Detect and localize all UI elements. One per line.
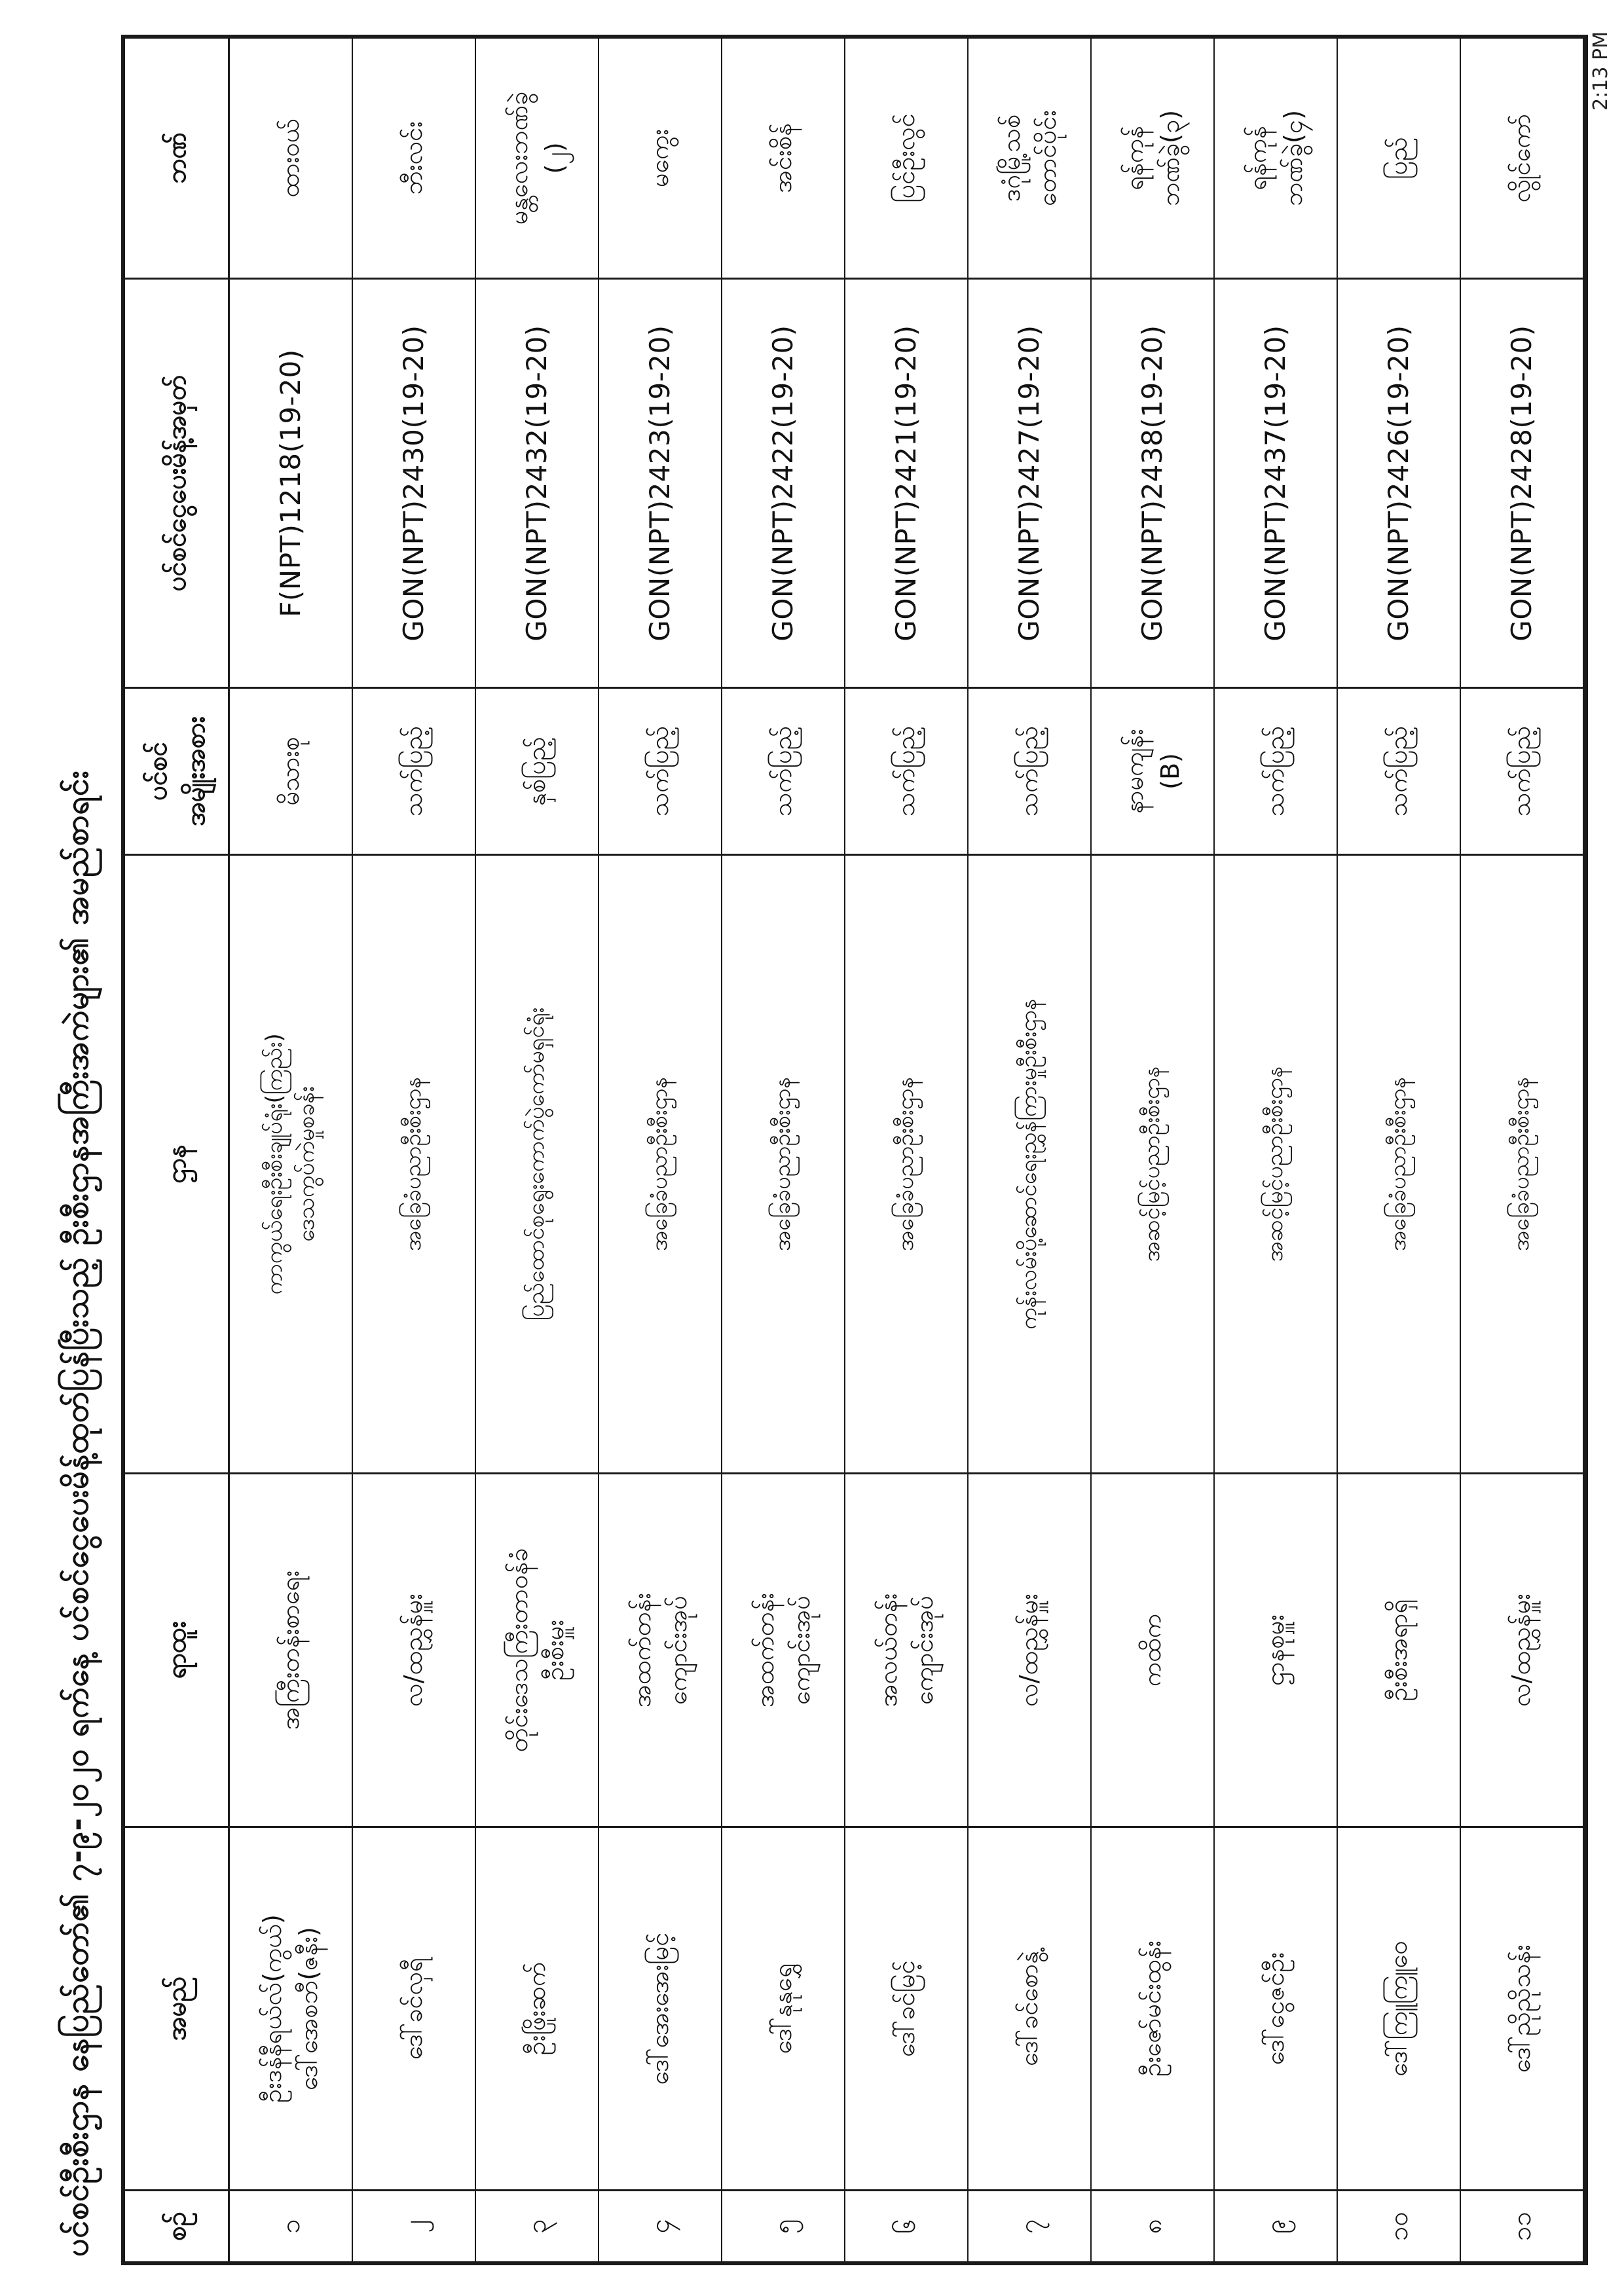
cell-pension-type-line: သက်ပြည့် [891,725,921,817]
header-name: အမည် [125,1826,230,2189]
cell-order-no: F(NPT)1218(19-20) [230,278,353,687]
cell-name-line: ဦးဇော်မင်းထွန်း [1137,1940,1167,2077]
cell-position [599,1472,722,1826]
cell-position [1092,1472,1215,1826]
cell-department [969,854,1092,1472]
cell-no: ၁၁ [1461,2189,1584,2261]
cell-name-line: ဦးဒန်နီရယ်လ်(ကွယ်) [257,1914,287,2103]
cell-order-no: GON(NPT)2437(19-20) [1215,278,1338,687]
cell-position-line: ကျောင်းအုပ် [786,1595,815,1705]
cell-department-line: အခြေခံပညာဦးစီးဌာန [1385,1076,1412,1252]
cell-position [722,1472,845,1826]
cell-pension-type-line: သက်ပြည့် [1384,725,1413,817]
cell-bank [845,39,969,278]
cell-department [1338,854,1461,1472]
cell-bank [1338,39,1461,278]
cell-pension-type-line: သက်ပြည့် [1507,725,1536,817]
cell-order-no: GON(NPT)2422(19-20) [722,278,845,687]
cell-pension-type-line: သက်ပြည့် [1261,725,1290,817]
cell-department [476,854,599,1472]
cell-bank [1461,39,1584,278]
cell-no: ၃ [476,2189,599,2261]
cell-department [599,854,722,1472]
cell-department-line: အခြေခံပညာဦးစီးဌာန [769,1076,796,1252]
cell-bank-line: လွိုင်ကော် [1507,113,1536,203]
cell-name-line: ဒေါ်ခင်စောနွဲ့ [1014,1951,1044,2066]
cell-no: ၂ [353,2189,476,2261]
cell-name [476,1826,599,2189]
cell-pension-type-line: နှစ်ပြည့် [522,737,551,806]
cell-no: ၁ [230,2189,353,2261]
cell-bank [722,39,845,278]
cell-name [353,1826,476,2189]
cell-pension-type [599,687,722,854]
cell-position-line: ကထိက [1137,1613,1167,1687]
cell-bank-line: အင်းစိန် [768,123,798,193]
cell-position-line: လ/ထညွှန်မှူး [1507,1594,1536,1707]
cell-position-line: လ/ထညွှန်မှူး [399,1594,428,1707]
cell-department [722,854,845,1472]
header-no: စဉ် [125,2189,230,2261]
cell-department-line: အခြေခံပညာဦးစီးဌာန [893,1076,919,1252]
cell-no: ၁၀ [1338,2189,1461,2261]
cell-department [353,854,476,1472]
cell-pension-type [1092,687,1215,854]
cell-position-line: တိုင်းဒေသကြီးတာဝန်ခံ [504,1548,533,1753]
cell-position [353,1472,476,1826]
cell-position [1461,1472,1584,1826]
cell-department-line: အခြေခံပညာဦးစီးဌာန [1508,1076,1535,1252]
cell-position [845,1472,969,1826]
cell-name-line: ဒေါ်အေစဘီ(ဇနီး) [294,1927,323,2090]
cell-pension-type [230,687,353,854]
cell-name-line: ဒေါ်ငွေဇင်ဦး [1261,1952,1290,2066]
cell-department-line: အခြေခံပညာဦးစီးဌာန [646,1076,673,1252]
cell-name-line: ဒေါ်ခင်မြင့် [891,1960,921,2057]
cell-name-line: ဒေါ်ညိုညိုသန်း [1507,1944,1536,2073]
cell-pension-type [969,687,1092,854]
cell-name-line: ဒေါ်ခင်လှရီ [399,1958,428,2060]
cell-name-line: ဒေါ်အေးအေးမြင့် [645,1932,674,2085]
cell-department [1461,854,1584,1472]
cell-pension-type [1215,687,1338,854]
cell-bank-line: မကွေး [645,128,674,188]
header-pension-type [125,687,230,854]
cell-pension-type-line: သက်ပြည့် [1014,725,1044,817]
cell-order-no: GON(NPT)2427(19-20) [969,278,1092,687]
cell-no: ၄ [599,2189,722,2261]
cell-pension-type-line: မိသားစု [276,737,305,806]
cell-position-line: ဌာနစုမှူး [1261,1614,1290,1686]
cell-no: ၉ [1215,2189,1338,2261]
cell-position-line: အထက်တန်း [750,1592,779,1708]
cell-no: ၆ [845,2189,969,2261]
cell-bank [969,39,1092,278]
cell-name [599,1826,722,2189]
cell-position [1338,1472,1461,1826]
cell-department-line: အခြေခံပညာဦးစီးဌာန [400,1076,427,1252]
cell-department [845,854,969,1472]
cell-bank-line: ရန်ကုန် [1119,126,1149,191]
cell-position-line: ကျောင်းအုပ် [663,1595,692,1705]
cell-name-line: ဒေါ်ကြူကြူဝေ [1384,1941,1413,2077]
cell-pension-type [1338,687,1461,854]
cell-pension-type-line: (B) [1156,753,1185,790]
pension-table [121,35,1588,2265]
cell-position [969,1472,1092,1826]
cell-position-line: အထက်တန်း [627,1592,656,1708]
cell-department [1092,854,1215,1472]
cell-department-line: အဆင့်မြင့်ပညာဦးစီးဌာန [1262,1066,1289,1262]
cell-order-no: GON(NPT)2421(19-20) [845,278,969,687]
cell-position-line: ကျောင်းအုပ် [910,1595,938,1705]
cell-department-line: အဆင့်မြင့်ပညာဦးစီးဌာန [1139,1066,1166,1262]
cell-no: ၅ [722,2189,845,2261]
cell-department [230,854,353,1472]
cell-bank [1215,39,1338,278]
cell-department-line: ဒေသကွပ်ကဲမှုစခန်း [293,1086,320,1242]
cell-name [845,1826,969,2189]
cell-bank-line: ဘီးလင်း [399,121,428,195]
cell-name [1092,1826,1215,2189]
cell-pension-type [353,687,476,854]
cell-position-line: ဦးစီးမှူး [540,1619,569,1681]
cell-name [1215,1826,1338,2189]
cell-order-no: GON(NPT)2423(19-20) [599,278,722,687]
cell-bank [599,39,722,278]
cell-bank-line: ပြင်ဦးလွင် [891,113,921,203]
header-order-no: ပင်စင်ငွေပေးမိန့်အမှတ် [125,278,230,687]
cell-bank [1092,39,1215,278]
cell-bank-line: ဘဏ်ခွဲ(၃) [1156,109,1185,207]
scan-timestamp: 2:13 PM [1589,31,1612,111]
cell-position [230,1472,353,1826]
cell-order-no: GON(NPT)2438(19-20) [1092,278,1215,687]
cell-position [1215,1472,1338,1826]
cell-position-line: အလယ်တန်း [873,1593,902,1707]
document-title: ပင်စင်ဦးစီးဌာန နေပြည်တော်၏ ၇-၉-၂၀၂၀ ရက်နေ့ ပင်စင်ငွေပေးမိန့်ထုတ်ပြန်ပြီးသည့် ဦးစီးဌာနအကြီးအကဲများ၏ အမည်စာရင်း [59,770,96,2257]
cell-name [1338,1826,1461,2189]
header-pension-type-line1: ပင်စင် [142,742,173,801]
cell-pension-type-line: သက်ပြည့် [645,725,674,817]
cell-bank [476,39,599,278]
cell-position-line: အကြီးတန်းစာရေး [276,1570,305,1730]
cell-department-line: ပြည်ထောင်စုရွေးကောက်ပွဲကော်မရှင်ရုံး [523,1007,550,1321]
cell-order-no: GON(NPT)2432(19-20) [476,278,599,687]
header-department: ဌာန [125,854,230,1472]
cell-position [476,1472,599,1826]
cell-bank-line: ပြည် [1384,137,1413,179]
header-pension-type-line2: အမျိုးအစား [180,716,211,826]
cell-no: ၇ [969,2189,1092,2261]
cell-department-line: ကာကွယ်ရေးဦးစီးချုပ်ရုံး(ကြည်း) [261,1033,287,1295]
cell-pension-type-line: သက်ပြည့် [399,725,428,817]
cell-name-line: ဦးဖြိုးဆက် [522,1961,551,2056]
cell-pension-type [476,687,599,854]
cell-name [722,1826,845,2189]
cell-position-line: ဦးစီးအရာရှိ [1384,1599,1413,1702]
cell-bank-line: တောင်ပိုင်း [1033,110,1061,206]
cell-pension-type [722,687,845,854]
cell-bank-line: ဘဏ်ခွဲ(၄) [1279,109,1308,207]
cell-order-no: GON(NPT)2430(19-20) [353,278,476,687]
cell-pension-type-line: နာမကျန်း [1119,729,1149,814]
cell-bank-line: ထားဝယ် [276,118,305,198]
cell-bank-line: ဒဂုံမြို့သစ် [996,114,1025,202]
cell-bank-line: မန္တလေးဘဏ်ခွဲ [504,91,533,225]
header-bank: ဘဏ် [125,39,230,278]
cell-name-line: ဒေါ်နုနုရွှေ [768,1963,798,2054]
cell-pension-type [1461,687,1584,854]
cell-order-no: GON(NPT)2426(19-20) [1338,278,1461,687]
cell-department [1215,854,1338,1472]
header-position: ရာထူး [125,1472,230,1826]
cell-department-line: ကုန်းလမ်းပို့ဆောင်ရေးညွှန်ကြားမှုဦးစီးဌာန [1016,998,1043,1330]
cell-name [969,1826,1092,2189]
cell-order-no: GON(NPT)2428(19-20) [1461,278,1584,687]
cell-position-line: လ/ထညွှန်မှူး [1014,1594,1044,1707]
cell-no: ၈ [1092,2189,1215,2261]
cell-pension-type-line: သက်ပြည့် [768,725,798,817]
cell-bank [353,39,476,278]
cell-name [1461,1826,1584,2189]
cell-bank-line: ရန်ကုန် [1242,126,1272,191]
cell-bank-line: (၂) [540,142,569,174]
cell-name [230,1826,353,2189]
cell-pension-type [845,687,969,854]
cell-bank [230,39,353,278]
